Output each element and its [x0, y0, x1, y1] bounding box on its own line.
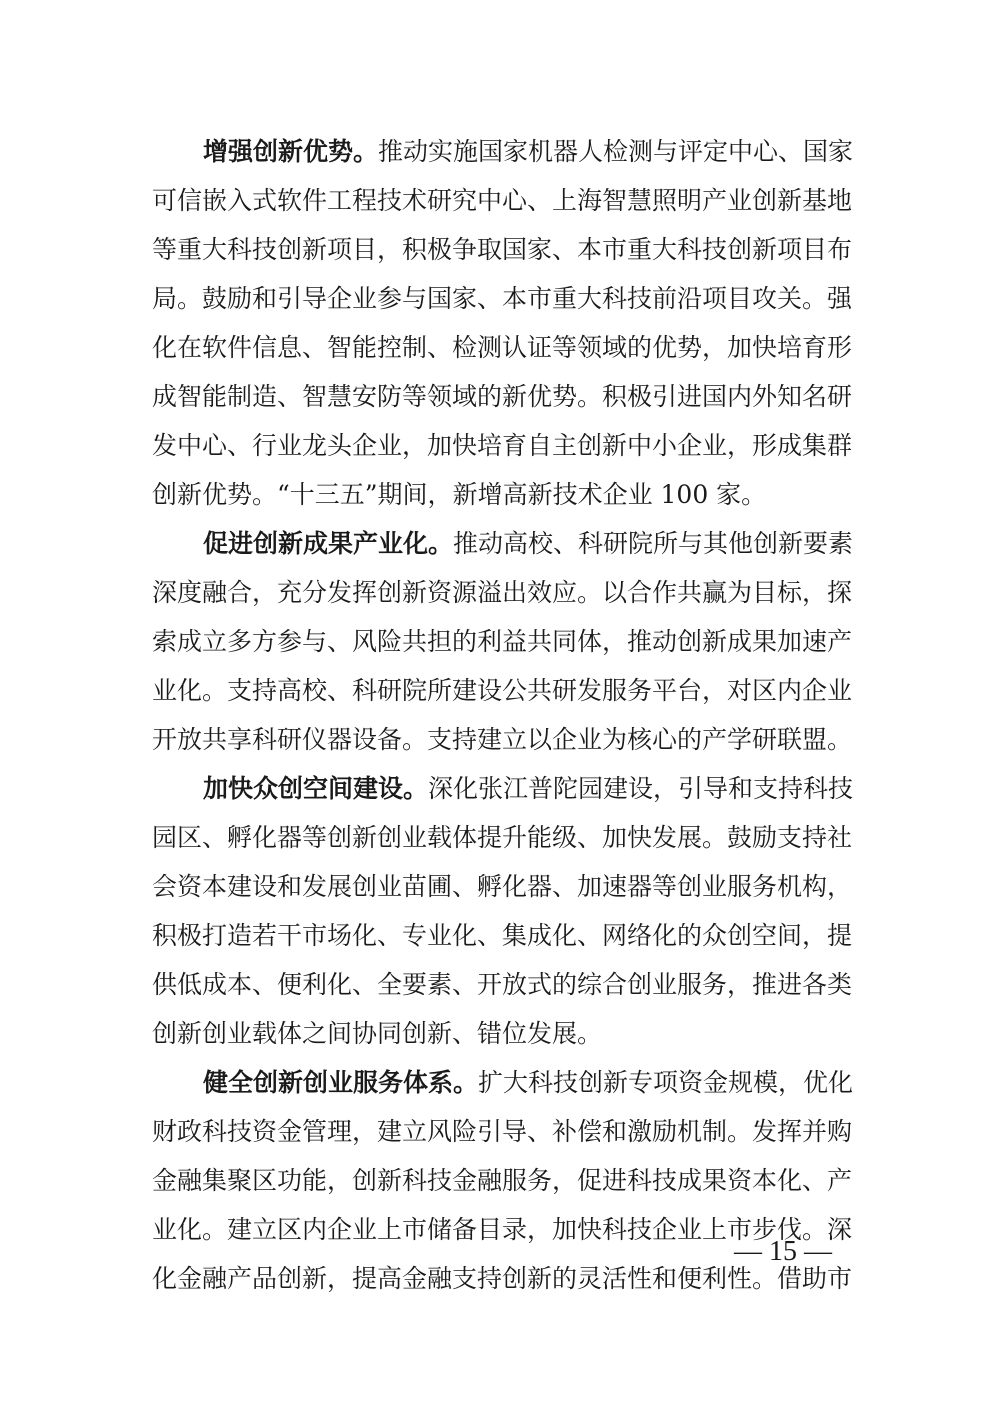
paragraph-3-line-1 [203, 765, 854, 813]
paragraph-4-line-2: 财政科技资金管理，建立风险引导、补偿和激励机制。发挥并购 [152, 1117, 853, 1146]
paragraph-1-line-6: 成智能制造、智慧安防等领域的新优势。积极引进国内外知名研 [152, 382, 853, 411]
paragraph-2-line-1 [203, 520, 854, 568]
paragraph-3-line-4: 积极打造若干市场化、专业化、集成化、网络化的众创空间，提 [152, 921, 853, 950]
paragraph-4-line-1 [203, 1059, 854, 1107]
paragraph-1-line-5: 化在软件信息、智能控制、检测认证等领域的优势，加快培育形 [152, 333, 853, 362]
paragraph-3-text: 深化张江普陀园建设，引导和支持科技 [428, 774, 854, 803]
paragraph-3-line-3: 会资本建设和发展创业苗圃、孵化器、加速器等创业服务机构， [152, 872, 853, 901]
paragraph-1-text: 推动实施国家机器人检测与评定中心、国家 [378, 137, 854, 166]
paragraph-1-line-1 [203, 128, 854, 176]
paragraph-2-line-4: 业化。支持高校、科研院所建设公共研发服务平台，对区内企业 [152, 676, 853, 705]
paragraph-3-heading: 加快众创空间建设。 [203, 774, 429, 803]
paragraph-2-line-3: 索成立多方参与、风险共担的利益共同体，推动创新成果加速产 [152, 627, 853, 656]
paragraph-2-line-2: 深度融合，充分发挥创新资源溢出效应。以合作共赢为目标，探 [152, 578, 853, 607]
paragraph-1-line-2: 可信嵌入式软件工程技术研究中心、上海智慧照明产业创新基地 [152, 186, 853, 215]
paragraph-3-line-6: 创新创业载体之间协同创新、错位发展。 [152, 1019, 603, 1048]
paragraph-2-heading: 促进创新成果产业化。 [203, 529, 454, 558]
paragraph-1-line-7: 发中心、行业龙头企业，加快培育自主创新中小企业，形成集群 [152, 431, 853, 460]
paragraph-1-heading: 增强创新优势。 [203, 137, 379, 166]
paragraph-4-line-4: 业化。建立区内企业上市储备目录，加快科技企业上市步伐。深 [152, 1215, 853, 1244]
paragraph-3-line-2: 园区、孵化器等创新创业载体提升能级、加快发展。鼓励支持社 [152, 823, 853, 852]
paragraph-4-text: 扩大科技创新专项资金规模，优化 [478, 1068, 854, 1097]
paragraph-2-line-5: 开放共享科研仪器设备。支持建立以企业为核心的产学研联盟。 [152, 725, 853, 754]
paragraph-4-line-3: 金融集聚区功能，创新科技金融服务，促进科技成果资本化、产 [152, 1166, 853, 1195]
paragraph-1-line-8: 创新优势。“十三五”期间，新增高新技术企业 100 家。 [152, 480, 767, 509]
paragraph-3-line-5: 供低成本、便利化、全要素、开放式的综合创业服务，推进各类 [152, 970, 853, 999]
paragraph-4-heading: 健全创新创业服务体系。 [203, 1068, 479, 1097]
paragraph-4-line-5: 化金融产品创新，提高金融支持创新的灵活性和便利性。借助市 [152, 1264, 853, 1293]
paragraph-2-text: 推动高校、科研院所与其他创新要素 [453, 529, 854, 558]
page-number: — 15 — [734, 1236, 832, 1267]
paragraph-1-line-4: 局。鼓励和引导企业参与国家、本市重大科技前沿项目攻关。强 [152, 284, 853, 313]
paragraph-1-line-3: 等重大科技创新项目，积极争取国家、本市重大科技创新项目布 [152, 235, 853, 264]
